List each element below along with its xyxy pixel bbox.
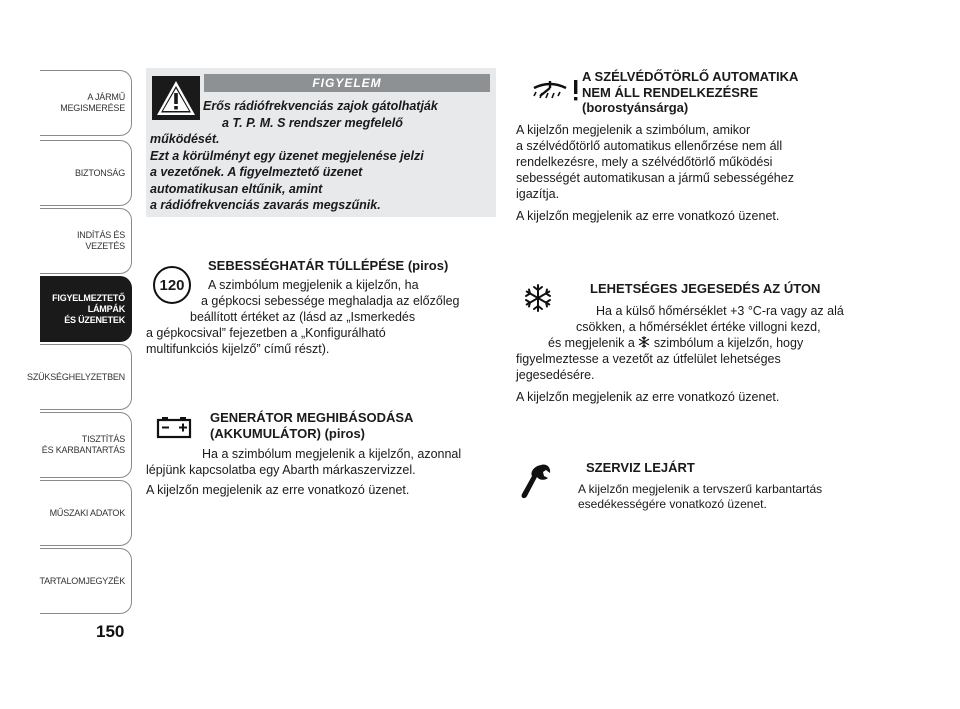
generator-section xyxy=(146,410,496,498)
tab-vehicle-overview[interactable] xyxy=(40,70,132,136)
service-section xyxy=(578,460,878,512)
tab-label: MŰSZAKI ADATOK xyxy=(49,507,125,518)
tab-label: TISZTÍTÁS ÉS KARBANTARTÁS xyxy=(41,434,125,455)
tab-label: BIZTONSÁG xyxy=(74,167,125,178)
tab-emergency[interactable] xyxy=(27,344,132,410)
tab-maintenance[interactable] xyxy=(40,412,132,478)
ice-body: Ha a külső hőmérséklet +3 °C-ra vagy az alá csökken, a hőmérséklet értéke villogni kezd, és megjelenik a szimbólum a kijelzőn, hogy figyelmeztesse a vezetőt az útfelület lehetséges jegesedésére. A kijelzőn megjelenik az erre vonatkozó üzenet. xyxy=(516,303,844,404)
speed-limit-title: SEBESSÉGHATÁR TÚLLÉPÉSE (piros) xyxy=(208,258,449,273)
warning-box xyxy=(146,68,496,217)
warning-text: Erős rádiófrekvenciás zajok gátolhatják a T. P. M. S rendszer megfelelő működését. Ezt a körülményt egy üzenet megjelenése jelzi a vezetőnek. A figyelmeztető üzenet automatikusan eltűnik, amint a rádiófrekvenciás zavarás megszűnik. xyxy=(150,99,438,212)
warning-header: FIGYELEM xyxy=(204,74,490,92)
tab-starting-driving[interactable] xyxy=(40,208,132,274)
ice-section xyxy=(516,281,876,405)
generator-title: GENERÁTOR MEGHIBÁSODÁSA (AKKUMULÁTOR) (piros) xyxy=(210,410,414,441)
generator-body: Ha a szimbólum megjelenik a kijelzőn, azonnal lépjünk kapcsolatba egy Abarth márkaszervizzel. A kijelzőn megjelenik az erre vonatkozó üzenet. xyxy=(146,447,462,497)
wrench-icon xyxy=(519,462,553,502)
tab-warning-lights[interactable] xyxy=(40,276,132,342)
wiper-section xyxy=(516,69,876,224)
tab-technical-data[interactable] xyxy=(40,480,132,546)
wiper-body: A kijelzőn megjelenik a szimbólum, amikor a szélvédőtörlő automatikus ellenőrzése nem áll rendelkezésre, mely a szélvédőtörlő működési sebességét automatikusan a jármű sebességéhez igazítja. A kijelzőn megjelenik az erre vonatkozó üzenet. xyxy=(516,122,794,223)
tab-label: A JÁRMŰ MEGISMERÉSE xyxy=(60,92,125,113)
tab-index[interactable] xyxy=(40,548,132,614)
speed-limit-section xyxy=(146,258,496,357)
ice-title: LEHETSÉGES JEGESEDÉS AZ ÚTON xyxy=(590,281,821,296)
tab-label: TARTALOMJEGYZÉK xyxy=(39,575,125,586)
service-title: SZERVIZ LEJÁRT xyxy=(586,460,695,475)
speed-limit-body: A szimbólum megjelenik a kijelzőn, ha a gépkocsi sebessége meghaladja az előzőleg beállított értéket az (lásd az „Ismerkedés a gépkocsival” fejezetben a „Konfigurálható multifunkciós kijelző” című részt). xyxy=(146,277,460,356)
wiper-title: A SZÉLVÉDŐTÖRLŐ AUTOMATIKA NEM ÁLL RENDELKEZÉSRE (borostyánsárga) xyxy=(582,69,799,115)
tab-safety[interactable] xyxy=(40,140,132,206)
snowflake-inline-icon xyxy=(638,336,650,348)
tab-label: INDÍTÁS ÉS VEZETÉS xyxy=(76,230,125,251)
page-number: 150 xyxy=(96,622,125,641)
tab-label: SZÜKSÉGHELYZETBEN xyxy=(27,371,125,382)
service-body: A kijelzőn megjelenik a tervszerű karbantartás esedékességére vonatkozó üzenet. xyxy=(578,481,823,511)
speed-limit-icon: 120 xyxy=(153,266,191,304)
tab-label: FIGYELMEZTETŐ LÁMPÁK ÉS ÜZENETEK xyxy=(52,292,125,325)
